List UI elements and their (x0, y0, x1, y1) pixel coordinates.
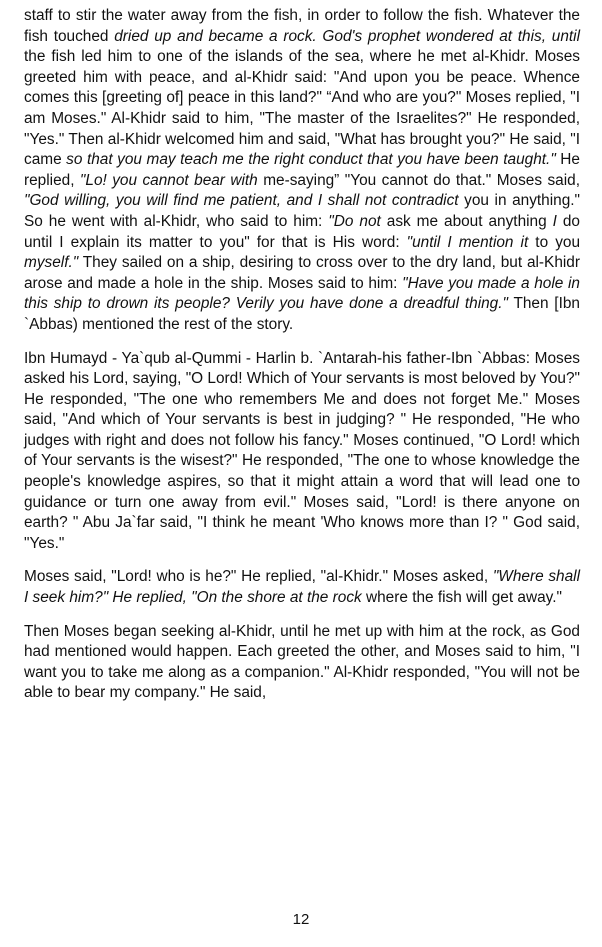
italic-text-span: "Have you made a hole in this ship to drown its people? Verily you have done a dreadful thing." (24, 274, 580, 313)
text-span: where the fish will get away." (361, 589, 562, 607)
page-number: 12 (292, 911, 310, 928)
italic-text-span: "Do not (328, 212, 381, 230)
italic-text-span: myself." (24, 254, 79, 272)
text-span: to you (528, 233, 581, 251)
text-span: Then Moses began seeking al-Khidr, until he met up with him at the rock, as God had mentioned would happen. Each greeted the other, and Moses said to him, "I want you to take me along as a companion." Al-Khidr responded, "You will not be able to bear my company." He said, (24, 622, 580, 702)
italic-text-span: dried up and became a rock. God's prophet wondered at this, until (114, 27, 580, 45)
page-body (24, 6, 580, 717)
text-span: They sailed on a ship, desiring to cross over to the dry land, but al-Khidr arose and made a hole in the ship. Moses said to him: (24, 254, 580, 292)
text-span: you in anything." So he went with al-Khidr, who said to him: (24, 192, 580, 230)
paragraph (24, 622, 580, 704)
italic-text-span: "Lo! you cannot bear with (79, 171, 258, 189)
paragraph (24, 349, 580, 555)
text-span: Moses said, "Lord! who is he?" He replied, "al-Khidr." Moses asked, (24, 568, 493, 586)
text-span: the fish led him to one of the islands of the sea, where he met al-Khidr. Moses greeted him with peace, and al-Khidr said: "And upon you be peace. Whence comes this [greeting of] peace in this land?" “And who are you?" Moses replied, "I am Moses." Al-Khidr said to him, "The master of the Israelites?" He responded, "Yes." Then al-Khidr welcomed him and said, "What has brought you?" He said, "I came (24, 48, 580, 169)
italic-text-span: "God willing, you will find me patient, and I shall not contradict (24, 192, 459, 210)
text-span: Ibn Humayd - Ya`qub al-Qummi - Harlin b. `Antarah-his father-Ibn `Abbas: Moses asked his Lord, saying, "O Lord! Which of Your servants is most beloved by You?" He responded, "The one who remembers Me and does not forget Me." Moses said, "And which of Your servants is best in judging? " He responded, "He who judges with right and does not follow his fancy." Moses continued, "O Lord! which of Your servants is the wisest?" He responded, "The one to whose knowledge the people's knowledge aspires, so that it might attain a word that will lead one to guidance or turn one away from evil." Moses said, "Lord! is there anyone on earth? " Abu Ja`far said, "I think he meant 'Who knows more than I? " God said, "Yes." (24, 349, 580, 552)
text-span: He replied, (24, 151, 580, 189)
text-span: do until I explain its matter to you" for that is His word: (24, 212, 580, 251)
italic-text-span: I (552, 212, 557, 230)
text-span: Then [Ibn `Abbas) mentioned the rest of the story. (24, 295, 580, 333)
italic-text-span: so that you may teach me the right conduct that you have been taught." (66, 151, 556, 169)
italic-text-span: "until I mention it (406, 233, 529, 251)
text-span: ask me about anything (380, 212, 553, 230)
italic-text-span: "Where shall I seek him?" He replied, "On the shore at the rock (24, 568, 580, 607)
text-span: staff to stir the water away from the fish, in order to follow the fish. Whatever the fish touched (24, 7, 580, 45)
paragraph (24, 567, 580, 608)
text-span: me-saying” "You cannot do that." Moses said, (257, 171, 580, 189)
paragraph (24, 6, 580, 336)
